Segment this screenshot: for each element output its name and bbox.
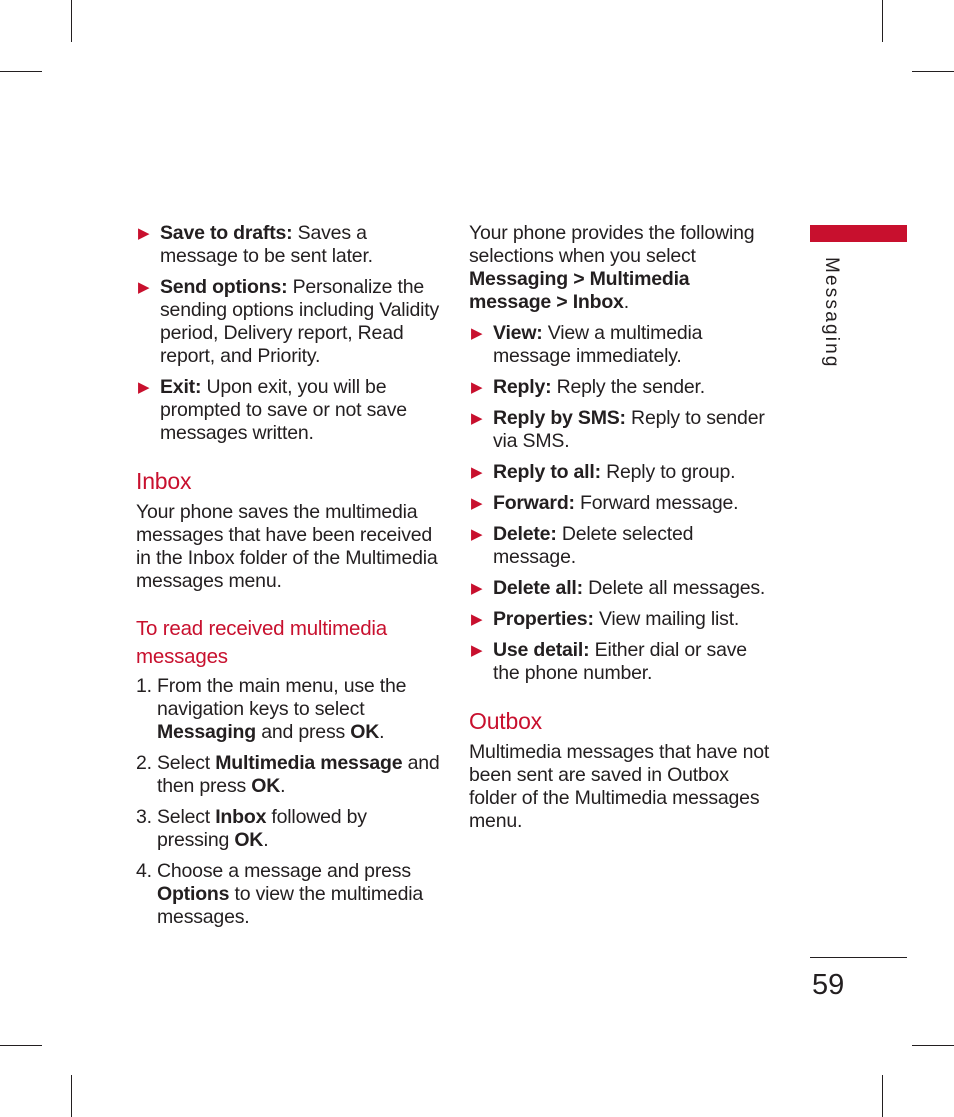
bullet-item: ▶ Delete all: Delete all messages.	[471, 577, 766, 599]
numbered-step: 1. From the main menu, use the navigation keys to select Messaging and press OK.	[136, 675, 407, 743]
left-column	[136, 222, 441, 937]
bullet-item: ▶ Reply: Reply the sender.	[471, 376, 705, 398]
inbox-heading: Inbox	[136, 468, 192, 494]
bullet-item: ▶ Forward: Forward message.	[471, 492, 739, 514]
bullet-item: ▶ View: View a multimedia message immediately.	[471, 322, 703, 367]
section-tab	[810, 225, 907, 242]
inbox-body: Your phone saves the multimedia messages that have been received in the Inbox folder of the Multimedia messages menu.	[136, 501, 438, 592]
triangle-bullet-icon: ▶	[138, 379, 150, 396]
crop-mark	[882, 1075, 883, 1117]
triangle-bullet-icon: ▶	[471, 379, 483, 396]
triangle-bullet-icon: ▶	[138, 225, 150, 242]
crop-mark	[0, 1045, 42, 1046]
numbered-step: 2. Select Multimedia message and then press OK.	[136, 752, 440, 797]
bullet-item: ▶ Delete: Delete selected message.	[471, 523, 694, 568]
outbox-body: Multimedia messages that have not been sent are saved in Outbox folder of the Multimedia messages menu.	[469, 741, 770, 832]
numbered-step: 3. Select Inbox followed by pressing OK.	[136, 806, 367, 851]
triangle-bullet-icon: ▶	[471, 325, 483, 342]
crop-mark	[71, 1075, 72, 1117]
bullet-item: ▶ Exit: Upon exit, you will be prompted to save or not save messages written.	[138, 376, 407, 444]
bullet-item: ▶ Reply by SMS: Reply to sender via SMS.	[471, 407, 765, 452]
crop-mark	[882, 0, 883, 42]
crop-mark	[912, 1045, 954, 1046]
bullet-item: ▶ Save to drafts: Saves a message to be sent later.	[138, 222, 373, 267]
right-column	[469, 222, 774, 841]
triangle-bullet-icon: ▶	[138, 279, 150, 296]
bullet-item: ▶ Use detail: Either dial or save the phone number.	[471, 639, 747, 684]
triangle-bullet-icon: ▶	[471, 642, 483, 659]
triangle-bullet-icon: ▶	[471, 526, 483, 543]
page-number-rule	[810, 957, 907, 958]
intro-paragraph: Your phone provides the following selections when you select Messaging > Multimedia message > Inbox.	[469, 222, 755, 313]
triangle-bullet-icon: ▶	[471, 410, 483, 427]
triangle-bullet-icon: ▶	[471, 580, 483, 597]
bullet-item: ▶ Reply to all: Reply to group.	[471, 461, 736, 483]
triangle-bullet-icon: ▶	[471, 611, 483, 628]
page-number: 59	[812, 969, 845, 1001]
crop-mark	[0, 71, 42, 72]
outbox-heading: Outbox	[469, 708, 542, 734]
bullet-item: ▶ Send options: Personalize the sending options including Validity period, Delivery report, Read report, and Priority.	[138, 276, 440, 367]
inbox-subheading: To read received multimedia messages	[136, 617, 387, 668]
triangle-bullet-icon: ▶	[471, 464, 483, 481]
numbered-step: 4. Choose a message and press Options to view the multimedia messages.	[136, 860, 423, 928]
triangle-bullet-icon: ▶	[471, 495, 483, 512]
bullet-item: ▶ Properties: View mailing list.	[471, 608, 740, 630]
crop-mark	[912, 71, 954, 72]
section-label: Messaging	[821, 257, 842, 369]
crop-mark	[71, 0, 72, 42]
